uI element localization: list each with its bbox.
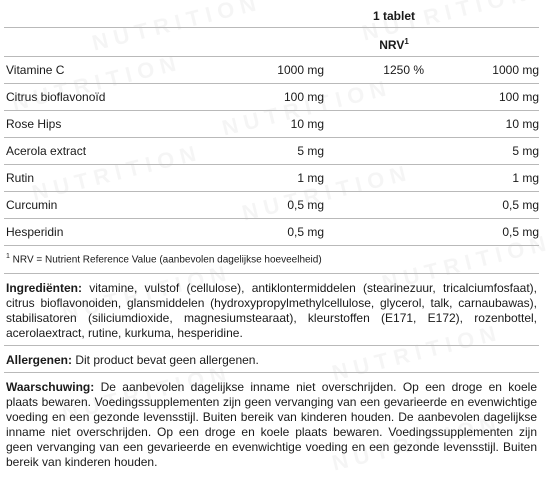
table-row bbox=[4, 84, 539, 111]
table-row bbox=[4, 219, 539, 246]
nutrient-amount: 10 mg bbox=[226, 111, 324, 138]
nutrient-amount: 0,5 mg bbox=[226, 219, 324, 246]
nutrient-amount: 0,5 mg bbox=[226, 192, 324, 219]
nrv-label: NRV bbox=[379, 38, 405, 52]
allergens-section bbox=[4, 346, 539, 373]
serving-header-row bbox=[4, 0, 539, 28]
nutrient-name: Curcumin bbox=[4, 192, 226, 219]
footnote-superscript: 1 bbox=[6, 253, 10, 260]
nutrient-amount-per-serving: 1000 mg bbox=[442, 57, 539, 84]
serving-size-label: 1 tablet bbox=[372, 9, 415, 23]
allergens-label: Allergenen: bbox=[6, 353, 73, 368]
nutrient-amount-per-serving: 5 mg bbox=[442, 138, 539, 165]
nutrient-name: Citrus bioflavonoïd bbox=[4, 84, 226, 111]
nutrient-nrv: 1250 % bbox=[324, 57, 442, 84]
footnote-text: NRV = Nutrient Reference Value (aanbevolen dagelijkse hoeveelheid) bbox=[9, 254, 322, 266]
ingredients-label: Ingrediënten: bbox=[6, 281, 83, 296]
nutrient-nrv bbox=[324, 192, 442, 219]
table-row bbox=[4, 57, 539, 84]
nutrient-name: Rutin bbox=[4, 165, 226, 192]
nutrient-amount-per-serving: 1 mg bbox=[442, 165, 539, 192]
nutrient-name: Hesperidin bbox=[4, 219, 226, 246]
allergens-text: Dit product bevat geen allergenen. bbox=[72, 353, 259, 368]
table-row bbox=[4, 138, 539, 165]
table-row bbox=[4, 192, 539, 219]
warning-label: Waarschuwing: bbox=[6, 380, 95, 395]
nutrition-table bbox=[4, 57, 539, 246]
nrv-superscript: 1 bbox=[404, 37, 409, 46]
nutrient-nrv bbox=[324, 111, 442, 138]
nutrient-amount-per-serving: 100 mg bbox=[442, 84, 539, 111]
nutrient-nrv bbox=[324, 165, 442, 192]
warning-text: De aanbevolen dagelijkse inname niet overschrijden. Op een droge en koele plaats bewaren. Voedingssupplementen zijn geen vervanging van een gevarieerde en evenwichtige voeding en een gezonde levensstijl. Buiten bereik van kinderen houden. De aanbevolen dagelijkse inname niet overschrijden. Op een droge en koele plaats bewaren. Voedingssupplementen zijn geen vervanging van een gevarieerde en evenwichtige voeding en een gezonde levensstijl. Buiten bereik van kinderen houden. bbox=[6, 380, 537, 470]
nutrient-amount: 5 mg bbox=[226, 138, 324, 165]
nrv-footnote bbox=[4, 253, 539, 274]
nutrition-panel bbox=[4, 0, 539, 474]
ingredients-section bbox=[4, 274, 539, 346]
nutrient-nrv bbox=[324, 84, 442, 111]
nutrient-name: Acerola extract bbox=[4, 138, 226, 165]
nutrient-amount-per-serving: 0,5 mg bbox=[442, 192, 539, 219]
warning-section bbox=[4, 373, 539, 474]
nutrient-amount: 1 mg bbox=[226, 165, 324, 192]
nutrient-amount: 1000 mg bbox=[226, 57, 324, 84]
nutrient-nrv bbox=[324, 219, 442, 246]
ingredients-text: vitamine, vulstof (cellulose), antiklontermiddelen (stearinezuur, tricalciumfosfaat), citrus bioflavonoiden, glansmiddelen (hydroxypropylmethylcellulose, glycerol, talk, carnaubawas), stabilisatoren (siliciumdioxide, magnesiumstearaat), kleurstoffen (E171, E172), rozenbottel, acerolaextract, rutine, kurkuma, hesperidine. bbox=[6, 281, 537, 341]
nrv-column-header bbox=[334, 37, 454, 52]
nrv-header-row bbox=[4, 28, 539, 57]
table-row bbox=[4, 111, 539, 138]
nutrient-amount: 100 mg bbox=[226, 84, 324, 111]
table-row bbox=[4, 165, 539, 192]
nutrient-amount-per-serving: 0,5 mg bbox=[442, 219, 539, 246]
nutrient-amount-per-serving: 10 mg bbox=[442, 111, 539, 138]
nutrient-name: Rose Hips bbox=[4, 111, 226, 138]
nutrition-table-body bbox=[4, 57, 539, 246]
nutrient-name: Vitamine C bbox=[4, 57, 226, 84]
nutrient-nrv bbox=[324, 138, 442, 165]
